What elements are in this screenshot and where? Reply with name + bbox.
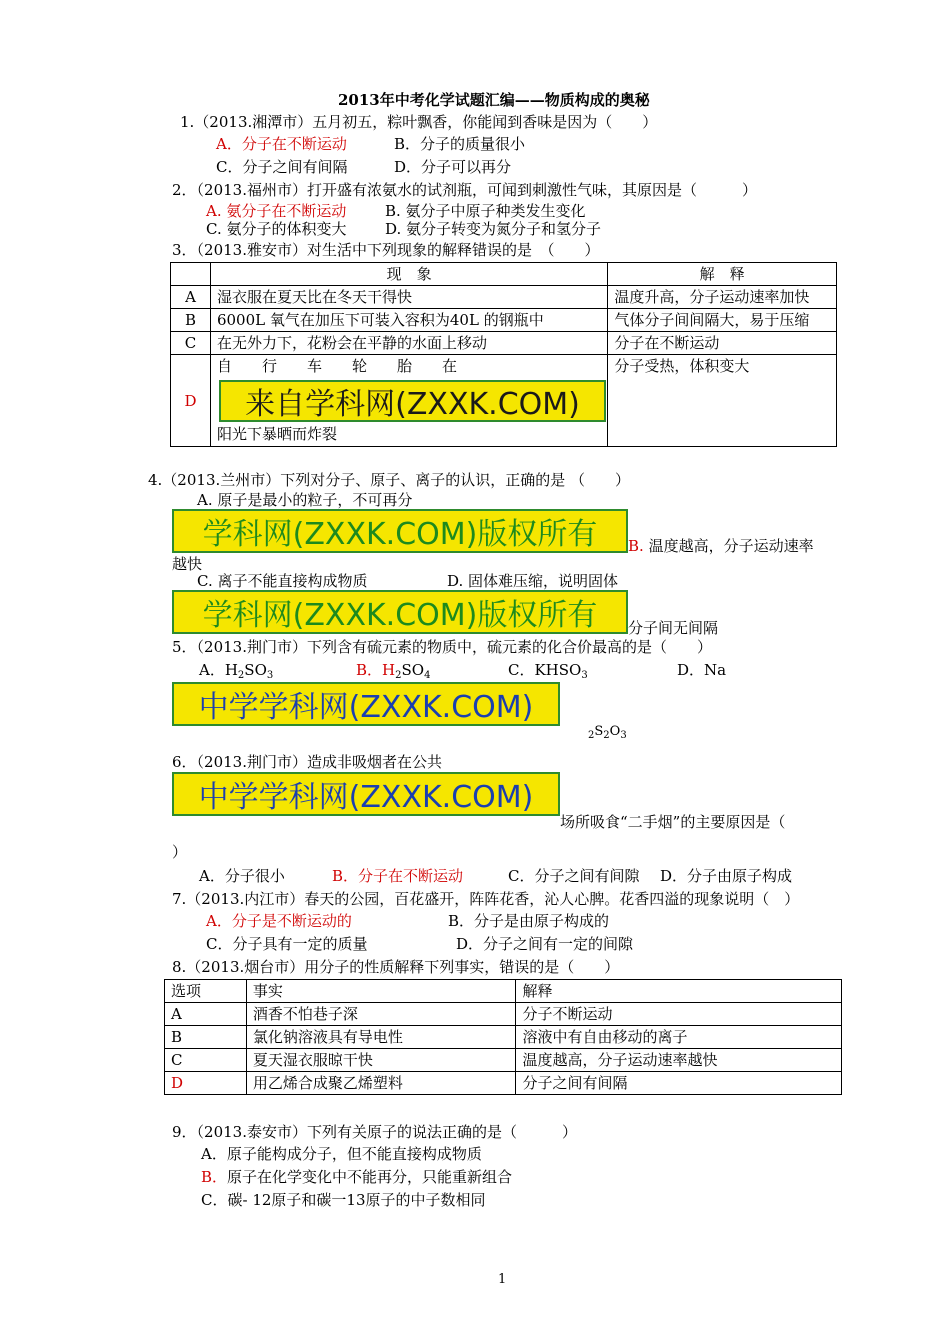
q4-option-c: C. 离子不能直接构成物质 [197, 572, 368, 590]
page-number: 1 [498, 1272, 507, 1287]
table-row [165, 1003, 842, 1026]
page-title: 2013年中考化学试题汇编——物质构成的奥秘 [338, 91, 650, 109]
q3-row-explanation: 分子受热，体积变大 [608, 355, 837, 447]
q2-option-a: A. 氨分子在不断运动 [206, 202, 347, 220]
q4-option-d: D. 固体难压缩，说明固体 [447, 572, 619, 590]
q3-row-explanation: 气体分子间间隔大，易于压缩 [608, 309, 837, 332]
q4-option-d-cont: 分子间无间隔 [628, 619, 719, 637]
q6-stem: 6．（2013.荆门市）造成非吸烟者在公共 [172, 753, 442, 771]
q1-stem: 1.（2013.湘潭市）五月初五，粽叶飘香，你能闻到香味是因为（ ） [180, 113, 658, 131]
q2-option-c: C. 氨分子的体积变大 [206, 220, 347, 238]
q8-row-fact: 氯化钠溶液具有导电性 [246, 1026, 516, 1049]
table-row [171, 309, 837, 332]
q2-option-b: B. 氨分子中原子种类发生变化 [385, 202, 586, 220]
q7-option-c: C．分子具有一定的质量 [206, 935, 368, 953]
table-row [171, 263, 837, 286]
q7-option-b: B．分子是由原子构成的 [448, 912, 610, 930]
q5-option-d-formula: $_2S_2O_3$ [588, 724, 627, 741]
q1-option-d: D．分子可以再分 [394, 158, 512, 176]
q5-option-d: D．Na [677, 661, 727, 679]
q9-option-b: B．原子在化学变化中不能再分，只能重新组合 [201, 1168, 513, 1186]
q7-option-a: A．分子是不断运动的 [206, 912, 352, 930]
q6-option-d: D．分子由原子构成 [660, 867, 793, 885]
q9-option-a: A．原子能构成分子，但不能直接构成物质 [201, 1145, 482, 1163]
q8-row-option: D [165, 1072, 247, 1095]
q3-row-explanation: 温度升高，分子运动速率加快 [608, 286, 837, 309]
q9-option-c: C．碳- 12原子和碳一13原子的中子数相同 [201, 1191, 486, 1209]
q3-row-phenomenon-bottom: 阳光下暴晒而炸裂 [216, 425, 337, 443]
q8-row-explanation: 溶液中有自由移动的离子 [516, 1026, 842, 1049]
q1-option-c: C．分子之间有间隔 [216, 158, 348, 176]
q3-row-phenomenon: 湿衣服在夏天比在冬天干得快 [210, 286, 607, 309]
table-row [165, 1049, 842, 1072]
q3-header-explanation: 解 释 [608, 263, 837, 286]
q8-row-explanation: 分子之间有间隔 [516, 1072, 842, 1095]
q2-stem: 2．（2013.福州市）打开盛有浓氨水的试剂瓶，可闻到刺激性气味，其原因是（ ） [172, 181, 757, 199]
q5-option-c: C．$KHSO_3$ [508, 661, 588, 681]
q5-option-a: A．$H_2SO_3$ [199, 661, 274, 681]
q8-row-option: B [165, 1026, 247, 1049]
q5-option-b: B．$H_2SO_4$ [356, 661, 431, 681]
q8-row-fact: 夏天湿衣服晾干快 [246, 1049, 516, 1072]
q8-header-fact: 事实 [246, 980, 516, 1003]
q1-option-a: A．分子在不断运动 [216, 135, 347, 153]
watermark-banner: 中学学科网(ZXXK.COM) [172, 682, 560, 726]
q4-option-b: 温度越高，分子运动速率 [648, 537, 814, 555]
q8-row-option: A [165, 1003, 247, 1026]
q1-option-b: B．分子的质量很小 [394, 135, 526, 153]
q3-row-option: B [171, 309, 211, 332]
q8-stem: 8.（2013.烟台市）用分子的性质解释下列事实，错误的是（ ） [172, 958, 620, 976]
q6-option-a: A．分子很小 [199, 867, 285, 885]
q8-header-explanation: 解释 [516, 980, 842, 1003]
q8-header-option: 选项 [165, 980, 247, 1003]
q9-stem: 9．（2013.泰安市）下列有关原子的说法正确的是（ ） [172, 1123, 577, 1141]
q8-row-explanation: 温度越高，分子运动速率越快 [516, 1049, 842, 1072]
q3-row-phenomenon: 在无外力下，花粉会在平静的水面上移动 [210, 332, 607, 355]
q5-stem: 5．（2013.荆门市）下列含有硫元素的物质中，硫元素的化合价最高的是（ ） [172, 638, 712, 656]
q6-stem-cont: 场所吸食“二手烟”的主要原因是（ [560, 813, 786, 831]
q3-header-phenomenon: 现 象 [210, 263, 607, 286]
q6-option-c: C．分子之间有间隙 [508, 867, 640, 885]
q8-row-fact: 酒香不怕巷子深 [246, 1003, 516, 1026]
q4-option-a: A. 原子是最小的粒子，不可再分 [197, 491, 413, 509]
q3-row-option: C [171, 332, 211, 355]
q2-option-d: D. 氨分子转变为氮分子和氢分子 [385, 220, 602, 238]
q3-row-option: A [171, 286, 211, 309]
table-row [171, 286, 837, 309]
watermark-banner: 学科网(ZXXK.COM)版权所有 [172, 590, 628, 634]
q6-stem-close: ） [172, 843, 188, 861]
watermark-banner: 中学学科网(ZXXK.COM) [172, 772, 560, 816]
q3-stem: 3．（2013.雅安市）对生活中下列现象的解释错误的是 （ ） [172, 241, 600, 259]
table-row [165, 980, 842, 1003]
q4-option-b-cont: 越快 [172, 555, 203, 573]
q3-row-explanation: 分子在不断运动 [608, 332, 837, 355]
table-row [165, 1072, 842, 1095]
table-row [165, 1026, 842, 1049]
q8-row-option: C [165, 1049, 247, 1072]
q3-row-phenomenon-top: 自 行 车 轮 胎 在 [216, 357, 457, 375]
q7-option-d: D．分子之间有一定的间隙 [456, 935, 634, 953]
q8-table [164, 979, 842, 1095]
q7-stem: 7.（2013.内江市）春天的公园，百花盛开，阵阵花香，沁人心脾。花香四溢的现象说明（ ） [172, 890, 800, 908]
watermark-banner: 学科网(ZXXK.COM)版权所有 [172, 509, 628, 553]
q4-stem: 4.（2013.兰州市）下列对分子、原子、离子的认识，正确的是 （ ） [148, 471, 631, 489]
q3-row-option: D [171, 355, 211, 447]
table-row [171, 332, 837, 355]
q8-row-fact: 用乙烯合成聚乙烯塑料 [246, 1072, 516, 1095]
watermark-banner: 来自学科网(ZXXK.COM) [219, 380, 606, 422]
q6-option-b: B．分子在不断运动 [332, 867, 464, 885]
q3-row-phenomenon: 6000L 氧气在加压下可装入容积为40L 的钢瓶中 [210, 309, 607, 332]
q4-option-b-label: B. [628, 537, 644, 555]
q8-row-explanation: 分子不断运动 [516, 1003, 842, 1026]
